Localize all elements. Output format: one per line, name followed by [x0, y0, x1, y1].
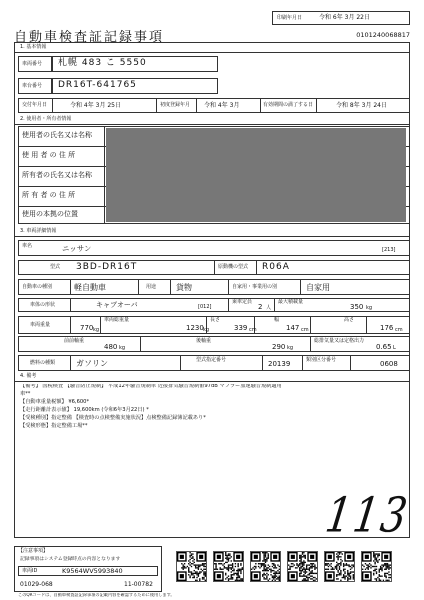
capacity-label: 乗車定員 — [232, 299, 253, 305]
vehicle-id: K9564WV5993840 — [62, 567, 123, 575]
capacity-unit: 人 — [266, 305, 272, 311]
weight: 770 — [80, 324, 94, 332]
model: 3BD-DR16T — [76, 262, 138, 272]
maxload-label: 最大積載量 — [278, 299, 304, 305]
user-address-label: 使 用 者 の 住 所 — [22, 151, 76, 159]
capacity: 2 — [258, 303, 263, 311]
width: 147 — [286, 324, 300, 332]
qr-code-3 — [250, 551, 281, 582]
fuel-label: 燃料の種類 — [30, 360, 56, 366]
rear-axle-label: 後軸重 — [196, 338, 212, 344]
expiry-label: 有効期間の満了する日 — [263, 102, 314, 108]
expiry-date: 令和 8年 3月 24日 — [336, 102, 387, 109]
footer-note: このQRコードは、自動車検査証記録事項の記載内容を確認するために使用します。 — [18, 593, 175, 597]
category-label: 類別区分番号 — [306, 357, 337, 363]
document-title: 自動車検査証記録事項 — [14, 30, 165, 45]
maxload: 350 — [350, 303, 364, 311]
purpose: 自家用 — [306, 283, 330, 292]
maker-label: 車名 — [22, 243, 33, 249]
owner-name-label: 所有者の氏名又は名称 — [22, 171, 92, 179]
length: 339 — [234, 324, 248, 332]
notice-text: 記録事項はシステム登録時点の内容となります — [20, 557, 121, 562]
weight-unit: kg — [93, 327, 100, 333]
kind-label: 自動車の種別 — [22, 284, 53, 290]
qr-code-4 — [287, 551, 318, 582]
handwritten-number: 113 — [322, 488, 413, 544]
gross-label: 車両総重量 — [104, 317, 130, 323]
issue-date: 令和 4年 3月 25日 — [70, 102, 121, 109]
first-reg-label: 初度登録年月 — [160, 102, 191, 108]
reg-no-label: 車両番号 — [22, 61, 43, 67]
maxload-unit: kg — [366, 305, 373, 311]
remarks-line-2: 車** — [20, 391, 31, 397]
use: 貨物 — [176, 283, 192, 292]
first-reg: 令和 4年 3月 — [204, 102, 240, 109]
notice-title: 【注意事項】 — [18, 548, 49, 554]
shape-code: [012] — [198, 304, 212, 310]
redaction-block — [106, 128, 406, 222]
vehicle-id-label: 車両ID — [22, 568, 38, 574]
section-3-heading: 3. 車両詳細情報 — [20, 228, 57, 234]
shape-label: 車体の形状 — [30, 302, 56, 308]
qr-code-6 — [361, 551, 392, 582]
type-approval: 20139 — [268, 360, 291, 368]
section-4-heading: 4. 備考 — [20, 373, 37, 379]
print-date-label: 印刷年月日 — [277, 15, 303, 21]
purpose-label: 自家用・事業用の別 — [232, 284, 278, 290]
width-unit: cm — [301, 327, 309, 333]
weight-label: 車両重量 — [30, 322, 51, 328]
remarks-line-4: 【走行距離計表示値】 19,600km (令和6年3月22日) * — [20, 407, 149, 413]
gross: 1230 — [186, 324, 204, 332]
shape: キャブオーバ — [96, 301, 138, 309]
front-axle-label: 前前軸重 — [64, 338, 85, 344]
qr-code-1 — [176, 551, 207, 582]
remarks-line-6: 【受検形態】指定整備工場** — [20, 423, 88, 429]
chassis-label: 車台番号 — [22, 83, 43, 89]
gross-unit: kg — [203, 327, 210, 333]
type-approval-label: 型式指定番号 — [196, 357, 227, 363]
length-unit: cm — [249, 327, 257, 333]
width-label: 幅 — [274, 317, 280, 323]
base-location-label: 使用の本拠の位置 — [22, 210, 78, 218]
maker: ニッサン — [62, 244, 92, 253]
height-unit: cm — [395, 327, 403, 333]
kind: 軽自動車 — [74, 283, 106, 292]
category: 0608 — [380, 360, 398, 368]
issue-date-label: 交付年月日 — [22, 102, 48, 108]
height-label: 高さ — [344, 317, 355, 323]
model-label: 型式 — [50, 264, 61, 270]
engine-label: 原動機の型式 — [218, 264, 249, 270]
remarks-line-5: 【受検種別】指定整備 【検査時の点検整備実施状況】点検整備記録簿記載あり* — [20, 415, 206, 421]
use-label: 用途 — [146, 284, 157, 290]
rear-axle: 290 — [272, 343, 286, 351]
fuel: ガソリン — [76, 359, 108, 368]
owner-address-label: 所 有 者 の 住 所 — [22, 191, 76, 199]
section-2-heading: 2. 使用者・所有者情報 — [20, 116, 72, 122]
rear-axle-unit: kg — [287, 345, 294, 351]
office-code: 01029-068 — [20, 581, 53, 588]
maker-code: [213] — [382, 247, 396, 253]
user-name-label: 使用者の氏名又は名称 — [22, 131, 92, 139]
front-axle: 480 — [104, 343, 118, 351]
chassis-number: DR16T-641765 — [58, 80, 137, 90]
front-axle-unit: kg — [119, 345, 126, 351]
height: 176 — [380, 324, 394, 332]
document-number: 0101240068817 — [356, 31, 410, 39]
section-1-heading: 1. 基本情報 — [20, 44, 47, 50]
print-date: 令和 6年 3月 22日 — [319, 14, 370, 21]
displacement-unit: L — [393, 345, 396, 351]
reg-no: 札幌 483 こ 5550 — [58, 58, 147, 68]
qr-code-5 — [324, 551, 355, 582]
serial-code: 11-00782 — [124, 581, 153, 588]
remarks-line-3: 【自動車重量税額】 ¥6,600* — [20, 399, 90, 405]
displacement-label: 総排気量又は定格出力 — [314, 338, 365, 344]
remarks-line-1: 【備考】 国税検査 【騒音防止規制】 平成12年騒音規制車 近接排気騒音規制値97dB マフラー加速騒音規制適用 — [20, 384, 282, 389]
engine: R06A — [262, 262, 290, 272]
length-label: 長さ — [210, 317, 221, 323]
print-date-box — [272, 11, 410, 25]
displacement: 0.65 — [376, 343, 392, 351]
qr-code-2 — [213, 551, 244, 582]
